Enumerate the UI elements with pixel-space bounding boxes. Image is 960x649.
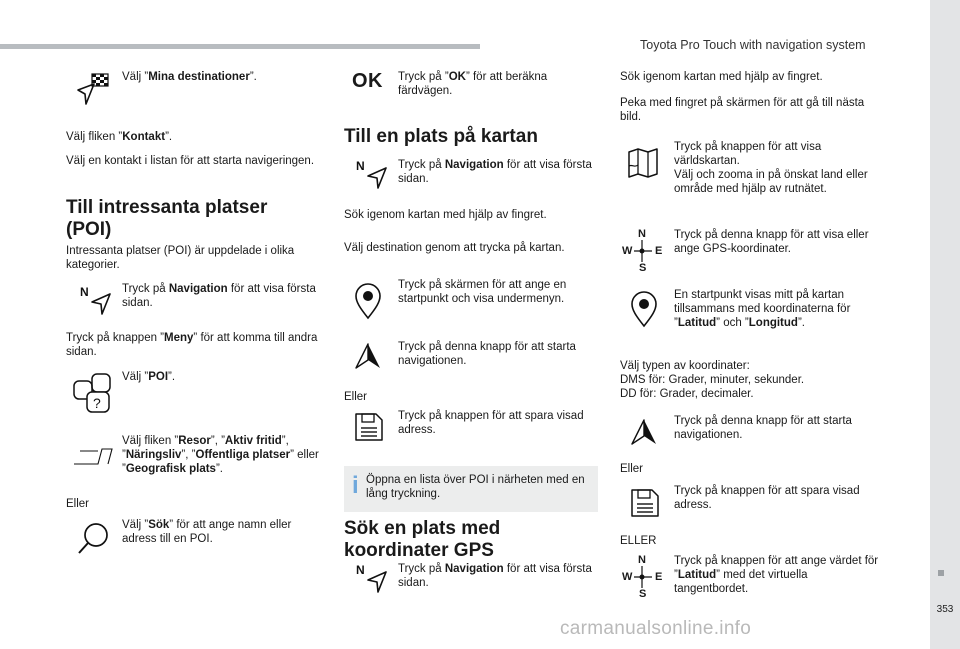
svg-text:N: N [356,159,365,173]
col2-start-navigation: Tryck på denna knapp för att starta navigationen. [398,341,576,367]
col2-choose-destination: Välj destination genom att trycka på kartan. [344,242,565,254]
save-icon [354,412,384,442]
map-pin-icon [630,290,658,328]
navigation-icon [78,284,114,316]
col2-press-navigation: Tryck på Navigation för att visa första sidan. [398,159,592,185]
col3-gps-coordinates: Tryck på denna knapp för att visa eller ange GPS-koordinater. [674,229,869,255]
svg-text:N: N [356,563,365,577]
svg-text:i: i [352,473,359,499]
col1-choose-contact: Välj en kontakt i listan för att starta navigeringen. [66,155,315,167]
col1-choose-poi: Välj ”POI”. [122,371,176,383]
svg-text:?: ? [93,395,101,411]
destination-flag-icon [74,72,110,108]
col1-search-poi: Välj ”Sök” för att ange namn eller adress till en POI. [122,519,292,545]
col3-world-map: Tryck på knappen för att visa världskartan. Välj och zooma in på önskat land eller område med hjälp av rutnätet. [674,141,868,195]
col2-tap-screen: Tryck på skärmen för att ange en startpunkt och visa undermenyn. [398,279,567,305]
heading-map: Till en plats på kartan [344,126,538,147]
col3-swipe: Peka med fingret på skärmen för att gå till nästa bild. [620,97,865,123]
col3-or-caps: ELLER [620,535,657,547]
save-icon [630,488,660,518]
col2-search-map: Sök igenom kartan med hjälp av fingret. [344,209,547,221]
page-sidebar [930,0,960,649]
poi-icon [72,372,114,414]
col1-press-menu: Tryck på knappen ”Meny” för att komma till andra sidan. [66,332,318,358]
start-navigation-icon [630,418,658,446]
tab-row-icon [72,446,114,468]
col2-save-address: Tryck på knappen för att spara visad adress. [398,410,584,436]
col1-poi-intro: Intressanta platser (POI) är uppdelade i olika kategorier. [66,245,295,271]
header-title: Toyota Pro Touch with navigation system [640,38,866,52]
start-navigation-icon [354,342,382,370]
col3-startpoint: En startpunkt visas mitt på kartan tillsammans med koordinaterna för ”Latitud” och ”Longitud”. [674,289,851,329]
col1-choose-destinations: Välj ”Mina destinationer”. [122,71,257,83]
col1-press-navigation: Tryck på Navigation för att visa första sidan. [122,283,316,309]
heading-gps: Sök en plats med koordinater GPS [344,518,501,561]
search-icon [76,520,112,556]
svg-text:N: N [80,285,89,299]
page-number: 353 [936,604,954,615]
navigation-icon [354,158,390,190]
watermark: carmanualsonline.info [560,618,752,639]
compass-icon: N W E S [622,228,663,274]
col3-start-navigation: Tryck på denna knapp för att starta navigationen. [674,415,852,441]
navigation-icon [354,562,390,594]
col3-coordinate-types: Välj typen av koordinater: DMS för: Grader, minuter, sekunder. DD för: Grader, decimaler. [620,360,805,400]
col2-press-ok: Tryck på ”OK” för att beräkna färdvägen. [398,71,548,97]
header-bar [0,44,480,49]
info-note-text: Öppna en lista över POI i närheten med en lång tryckning. [366,474,585,500]
sidebar-marker [938,570,944,576]
col2-press-navigation-gps: Tryck på Navigation för att visa första sidan. [398,563,592,589]
col3-save-address: Tryck på knappen för att spara visad adress. [674,485,860,511]
heading-poi: Till intressanta platser (POI) [66,197,268,240]
compass-icon: N W E S [622,554,663,600]
col1-poi-categories: Välj fliken ”Resor”, ”Aktiv fritid”, ”Näringsliv”, ”Offentliga platser” eller ”Geografisk plats”. [122,435,319,475]
col3-enter-latitude: Tryck på knappen för att ange värdet för ”Latitud” med det virtuella tangentbordet. [674,555,879,595]
map-pin-icon [354,282,382,320]
col2-or: Eller [344,391,368,403]
info-icon [352,473,360,506]
col3-search-map: Sök igenom kartan med hjälp av fingret. [620,71,823,83]
world-map-icon [626,146,660,180]
col1-contact-tab: Välj fliken ”Kontakt”. [66,131,173,143]
col3-or: Eller [620,463,644,475]
ok-icon: OK [352,70,383,92]
col1-or: Eller [66,498,90,510]
